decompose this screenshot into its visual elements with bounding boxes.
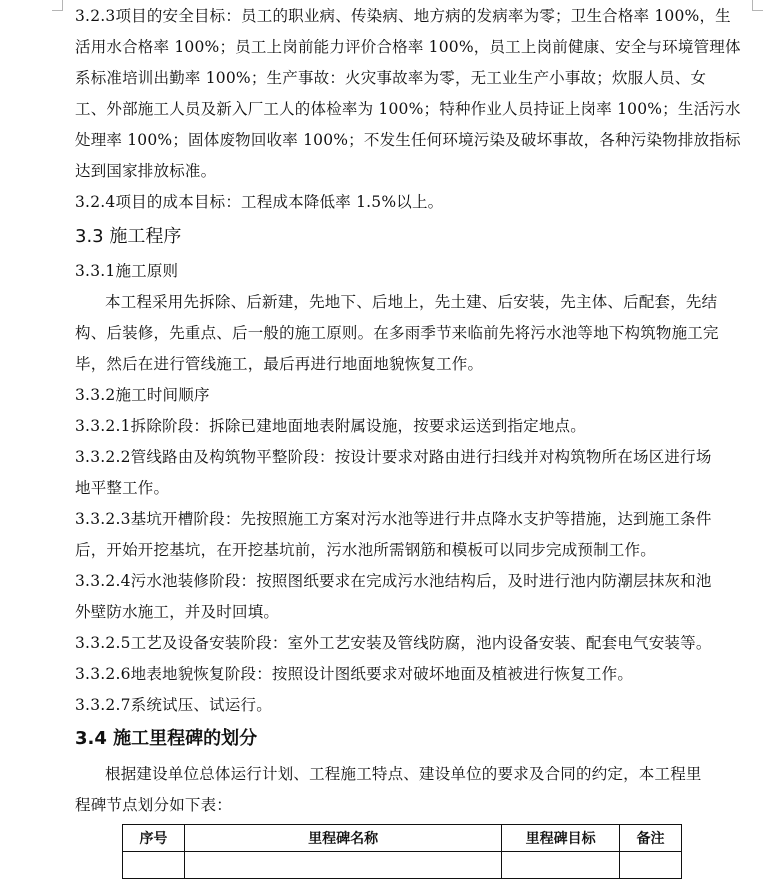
milestone-intro-line-2: 程碑节点划分如下表： — [75, 796, 233, 814]
stage-testing: 3.3.2.7系统试压、试运行。 — [75, 696, 272, 714]
safety-goal-line-5: 处理率 100%；固体废物回收率 100%；不发生任何环境污染及破坏事故，各种污染物排放指标 — [75, 131, 741, 149]
margin-corner-mark-left — [52, 0, 63, 11]
stage-excavation-line-1: 3.3.2.3基坑开槽阶段：先按照施工方案对污水池等进行井点降水支护等措施，达到施工条件 — [75, 510, 712, 528]
stage-leveling-line-1: 3.3.2.2管线路由及构筑物平整阶段：按设计要求对路由进行扫线并对构筑物所在场区进行场 — [75, 448, 712, 466]
safety-goal-line-2: 活用水合格率 100%；员工上岗前能力评价合格率 100%，员工上岗前健康、安全与环境管理体 — [75, 38, 741, 56]
subsection-heading-3-3-1: 3.3.1施工原则 — [75, 262, 179, 280]
stage-decoration-line-1: 3.3.2.4污水池装修阶段：按照图纸要求在完成污水池结构后，及时进行池内防潮层抹灰和池 — [75, 572, 712, 590]
cost-goal-line: 3.2.4项目的成本目标：工程成本降低率 1.5%以上。 — [75, 193, 444, 211]
stage-decoration-line-2: 外壁防水施工，并及时回填。 — [75, 603, 280, 621]
principle-paragraph-line-2: 构、后装修，先重点、后一般的施工原则。在多雨季节来临前先将污水池等地下构筑物施工完 — [75, 324, 719, 342]
table-header-row — [123, 825, 682, 852]
safety-goal-line-3: 系标准培训出勤率 100%；生产事故：火灾事故率为零，无工业生产小事故；炊服人员、女 — [75, 69, 707, 87]
header-milestone-target: 里程碑目标 — [502, 825, 620, 852]
stage-demolition: 3.3.2.1拆除阶段：拆除已建地面地表附属设施，按要求运送到指定地点。 — [75, 417, 586, 435]
header-milestone-name: 里程碑名称 — [184, 825, 501, 852]
principle-paragraph-line-1: 本工程采用先拆除、后新建，先地下、后地上，先土建、后安装，先主体、后配套，先结 — [105, 293, 718, 311]
safety-goal-line-1: 3.2.3项目的安全目标：员工的职业病、传染病、地方病的发病率为零；卫生合格率 100%，生 — [75, 7, 731, 25]
stage-excavation-line-2: 后，开始开挖基坑，在开挖基坑前，污水池所需钢筋和模板可以同步完成预制工作。 — [75, 541, 656, 559]
stage-leveling-line-2: 地平整工作。 — [75, 479, 170, 497]
header-serial-number: 序号 — [123, 825, 185, 852]
stage-installation: 3.3.2.5工艺及设备安装阶段：室外工艺安装及管线防腐，池内设备安装、配套电气安装等。 — [75, 634, 712, 652]
subsection-heading-3-3-2: 3.3.2施工时间顺序 — [75, 386, 210, 404]
milestone-intro-line-1: 根据建设单位总体运行计划、工程施工特点、建设单位的要求及合同的约定，本工程里 — [105, 765, 702, 783]
safety-goal-line-6: 达到国家排放标准。 — [75, 162, 217, 180]
stage-restoration: 3.3.2.6地表地貌恢复阶段：按照设计图纸要求对破坏地面及植被进行恢复工作。 — [75, 665, 634, 683]
milestone-table — [122, 824, 682, 879]
margin-corner-mark-right — [752, 0, 763, 11]
header-remarks: 备注 — [620, 825, 682, 852]
safety-goal-line-4: 工、外部施工人员及新入厂工人的体检率为 100%；特种作业人员持证上岗率 100%；生活污水 — [75, 100, 741, 118]
section-heading-3-3: 3.3 施工程序 — [75, 226, 182, 247]
principle-paragraph-line-3: 毕，然后在进行管线施工，最后再进行地面地貌恢复工作。 — [75, 355, 484, 373]
section-heading-3-4: 3.4 施工里程碑的划分 — [75, 728, 258, 749]
